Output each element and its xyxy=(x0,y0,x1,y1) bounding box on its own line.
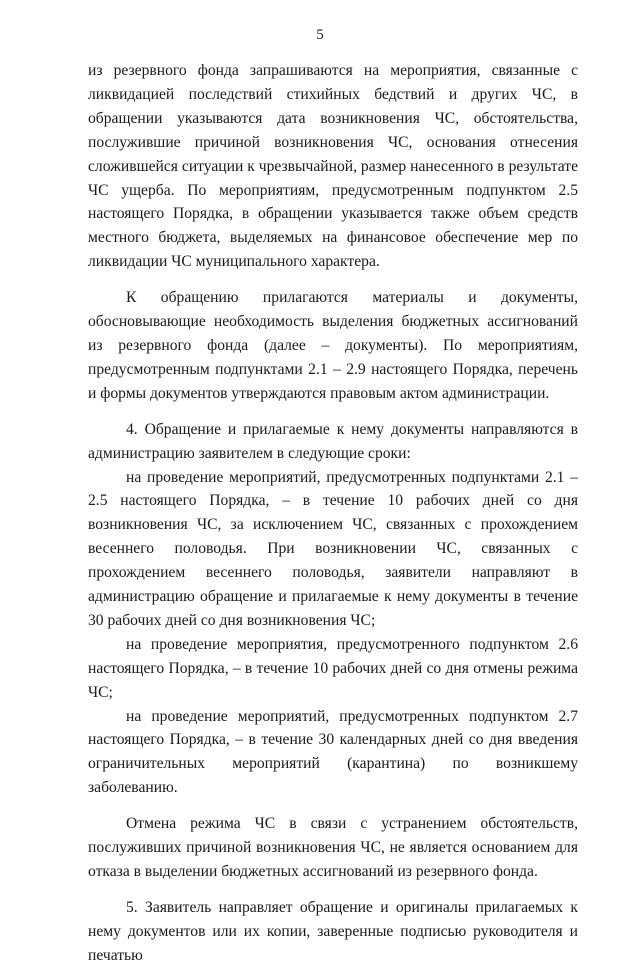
paragraph-attachments: К обращению прилагаются материалы и документы, обосновывающие необходимость выделения бюджетных ассигнований из резервного фонда (далее – документы). По мероприятиям, предусмотренным подпунктами 2.1 – 2.9 настоящего Порядка, перечень и формы документов утверждаются правовым актом администрации. xyxy=(88,289,578,402)
paragraph-deadline-2-1-2-5: на проведение мероприятий, предусмотренных подпунктами 2.1 – 2.5 настоящего Порядка, – в течение 10 рабочих дней со дня возникновения ЧС, за исключением ЧС, связанных с прохождением весеннего половодья. При возникновении ЧС, связанных с прохождением весеннего половодья, заявители направляют в администрацию обращение и прилагаемые к нему документы в течение 30 рабочих дней со дня возникновения ЧС; xyxy=(88,468,578,629)
paragraph-continuation: из резервного фонда запрашиваются на мероприятия, связанные с ликвидацией последствий стихийных бедствий и других ЧС, в обращении указываются дата возникновения ЧС, обстоятельства, послужившие причиной возникновения ЧС, основания отнесения сложившейся ситуации к чрезвычайной, размер нанесенного в результате ЧС ущерба. По мероприятиям, предусмотренным подпунктом 2.5 настоящего Порядка, в обращении указывается также объем средств местного бюджета, выделяемых на финансовое обеспечение мер по ликвидации ЧС муниципального характера. xyxy=(88,62,578,271)
paragraph-item-5: 5. Заявитель направляет обращение и оригиналы прилагаемых к нему документов или их копии, заверенные подписью руководителя и печатью xyxy=(88,898,578,964)
paragraph-deadline-2-7: на проведение мероприятий, предусмотренных подпунктом 2.7 настоящего Порядка, – в течение 30 календарных дней со дня введения ограничительных мероприятий (карантина) по возникшему заболеванию. xyxy=(88,707,578,797)
page-number: 5 xyxy=(316,27,324,43)
paragraph-deadline-2-6: на проведение мероприятия, предусмотренного подпунктом 2.6 настоящего Порядка, – в течение 10 рабочих дней со дня отмены режима ЧС; xyxy=(88,635,578,701)
paragraph-item-4: 4. Обращение и прилагаемые к нему документы направляются в администрацию заявителем в следующие сроки: xyxy=(88,420,578,462)
document-body xyxy=(88,59,578,968)
paragraph-cancellation: Отмена режима ЧС в связи с устранением обстоятельств, послуживших причиной возникновения ЧС, не является основанием для отказа в выделении бюджетных ассигнований из резервного фонда. xyxy=(88,815,578,880)
